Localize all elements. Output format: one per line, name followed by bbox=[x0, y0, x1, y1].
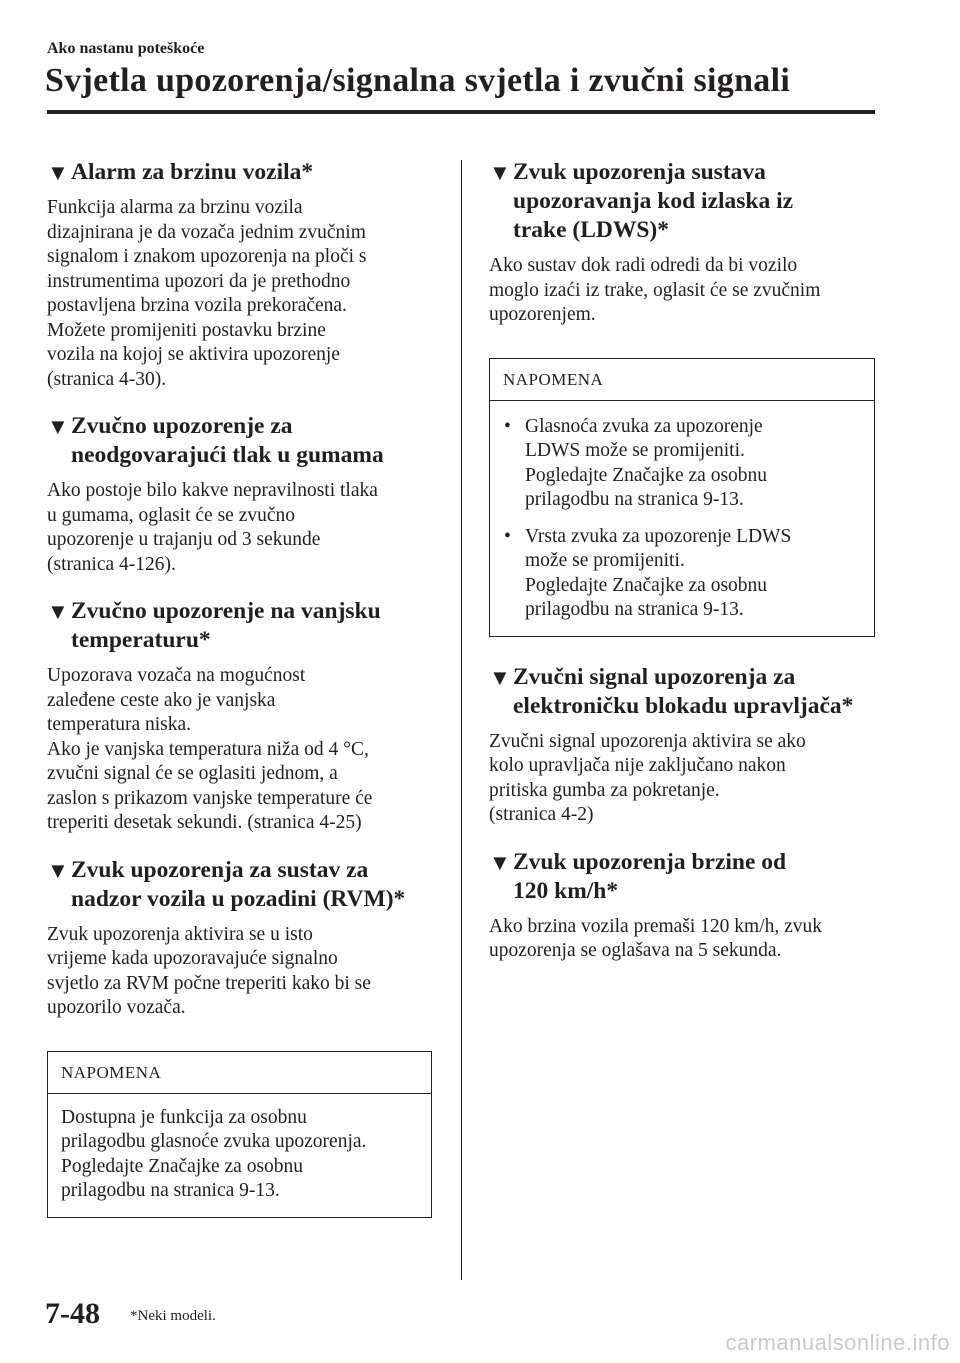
body-line: svjetlo za RVM počne treperiti kako bi se bbox=[47, 972, 371, 994]
body-line: upozorenjem. bbox=[489, 304, 596, 325]
note-body bbox=[490, 401, 874, 636]
note-box bbox=[489, 358, 875, 637]
title-rule bbox=[47, 110, 875, 114]
heading-line: nadzor vozila u pozadini (RVM)* bbox=[71, 885, 406, 912]
heading-line: temperaturu* bbox=[71, 627, 211, 653]
breadcrumb: Ako nastanu poteškoće bbox=[47, 40, 205, 57]
triangle-marker-icon: ▼ bbox=[47, 857, 69, 883]
body-line: moglo izaći iz trake, oglasit će se zvučnim bbox=[489, 279, 821, 301]
section-body bbox=[47, 479, 432, 577]
body-line: Ako postoje bilo kakve nepravilnosti tlaka bbox=[47, 480, 378, 501]
heading-line: 120 km/h* bbox=[513, 877, 619, 904]
heading-line: Zvuk upozorenja sustava bbox=[513, 159, 766, 185]
body-line: upozorilo vozača. bbox=[47, 997, 186, 1018]
note-list-item bbox=[503, 525, 861, 623]
body-line: signalom i znakom upozorenja na ploči s bbox=[47, 246, 367, 267]
section-steering-lock bbox=[489, 663, 875, 828]
note-list-item bbox=[503, 415, 861, 513]
body-line: zaleđene ceste ako je vanjska bbox=[47, 689, 276, 711]
note-line: Pogledajte Značajke za osobnu bbox=[525, 464, 768, 486]
section-heading bbox=[47, 856, 432, 914]
section-heading bbox=[47, 597, 432, 655]
note-line: prilagodbu glasnoće zvuka upozorenja. bbox=[61, 1131, 367, 1152]
section-heading bbox=[47, 158, 432, 187]
body-line: Zvučni signal upozorenja aktivira se ako bbox=[489, 730, 806, 752]
note-line: Dostupna je funkcija za osobnu bbox=[61, 1106, 307, 1128]
heading-text bbox=[513, 848, 786, 906]
section-heading bbox=[489, 848, 875, 906]
body-line: u gumama, oglasit će se zvučno bbox=[47, 504, 296, 526]
body-line: Možete promijeniti postavku brzine bbox=[47, 319, 326, 341]
body-line: instrumentima upozori da je prethodno bbox=[47, 270, 351, 292]
triangle-marker-icon: ▼ bbox=[489, 849, 511, 875]
footnote: *Neki modeli. bbox=[130, 1308, 216, 1324]
triangle-marker-icon: ▼ bbox=[489, 664, 511, 690]
heading-line: upozoravanja kod izlaska iz bbox=[513, 188, 794, 214]
body-line: treperiti desetak sekundi. (stranica 4-25) bbox=[47, 812, 362, 833]
watermark[interactable]: carmanualsonline.info bbox=[725, 1330, 950, 1355]
body-line: upozorenja se oglašava na 5 sekunda. bbox=[489, 940, 782, 961]
section-tyre-pressure bbox=[47, 412, 432, 577]
note-label: NAPOMENA bbox=[48, 1052, 431, 1094]
body-line: zaslon s prikazom vanjske temperature će bbox=[47, 787, 373, 809]
section-body bbox=[47, 196, 432, 392]
section-body bbox=[489, 915, 875, 964]
page-number: 7-48 bbox=[45, 1297, 100, 1330]
section-heading bbox=[489, 663, 875, 721]
heading-line: Zvučni signal upozorenja za bbox=[513, 663, 796, 690]
body-line: temperatura niska. bbox=[47, 714, 192, 735]
triangle-marker-icon: ▼ bbox=[47, 599, 69, 624]
column-divider bbox=[461, 160, 462, 1280]
section-heading bbox=[489, 158, 875, 245]
left-column bbox=[47, 158, 432, 1218]
heading-line: elektroničku blokadu upravljača* bbox=[513, 692, 854, 719]
body-line: Funkcija alarma za brzinu vozila bbox=[47, 197, 303, 218]
body-line: (stranica 4-2) bbox=[489, 804, 594, 825]
heading-line: trake (LDWS)* bbox=[513, 217, 669, 243]
heading-line: Zvučno upozorenje za bbox=[71, 413, 293, 439]
note-body bbox=[48, 1094, 431, 1217]
body-line: Ako je vanjska temperatura niža od 4 °C, bbox=[47, 738, 369, 760]
section-rvm bbox=[47, 856, 432, 1021]
body-line: (stranica 4-126). bbox=[47, 553, 176, 575]
note-line: prilagodbu na stranica 9-13. bbox=[525, 489, 744, 510]
body-line: upozorenje u trajanju od 3 sekunde bbox=[47, 529, 321, 550]
section-ldws bbox=[489, 158, 875, 328]
heading-line: Zvuk upozorenja brzine od bbox=[513, 848, 787, 875]
note-line: Vrsta zvuka za upozorenje LDWS bbox=[525, 525, 792, 547]
note-line: može se promijeniti. bbox=[525, 550, 685, 571]
section-120-kmh bbox=[489, 848, 875, 964]
heading-text bbox=[513, 158, 793, 245]
heading-line: Zvuk upozorenja za sustav za bbox=[71, 856, 369, 883]
body-line: zvučni signal će se oglasiti jednom, a bbox=[47, 763, 338, 784]
note-line: Glasnoća zvuka za upozorenje bbox=[525, 415, 763, 437]
body-line: pritiska gumba za pokretanje. bbox=[489, 779, 720, 801]
triangle-marker-icon: ▼ bbox=[47, 160, 69, 185]
note-line: prilagodbu na stranica 9-13. bbox=[525, 599, 744, 620]
heading-text bbox=[71, 412, 384, 470]
body-line: kolo upravljača nije zaključano nakon bbox=[489, 755, 786, 776]
heading-line: neodgovarajući tlak u gumama bbox=[71, 442, 384, 468]
body-line: Ako sustav dok radi odredi da bi vozilo bbox=[489, 255, 798, 276]
body-line: Upozorava vozača na mogućnost bbox=[47, 665, 306, 686]
body-line: (stranica 4-30). bbox=[47, 368, 167, 390]
note-box bbox=[47, 1051, 432, 1218]
body-line: vrijeme kada upozoravajuće signalno bbox=[47, 948, 338, 969]
page-title: Svjetla upozorenja/signalna svjetla i zvučni signali bbox=[45, 62, 791, 99]
heading-line: Alarm za brzinu vozila* bbox=[71, 159, 314, 185]
note-line: Pogledajte Značajke za osobnu bbox=[525, 574, 768, 596]
section-body bbox=[47, 664, 432, 836]
triangle-marker-icon: ▼ bbox=[489, 160, 511, 185]
note-line: LDWS može se promijeniti. bbox=[525, 440, 745, 461]
right-column bbox=[489, 158, 875, 984]
note-label: NAPOMENA bbox=[490, 359, 874, 401]
note-list bbox=[503, 413, 861, 623]
section-speed-alarm bbox=[47, 158, 432, 392]
bullet-icon: • bbox=[504, 415, 511, 437]
triangle-marker-icon: ▼ bbox=[47, 414, 69, 439]
heading-text bbox=[71, 856, 405, 914]
section-body bbox=[489, 730, 875, 828]
note-line: prilagodbu na stranica 9-13. bbox=[61, 1180, 280, 1201]
note-item-text bbox=[525, 525, 791, 623]
section-heading bbox=[47, 412, 432, 470]
section-body bbox=[47, 923, 432, 1021]
heading-text bbox=[71, 597, 381, 655]
heading-line: Zvučno upozorenje na vanjsku bbox=[71, 598, 381, 624]
body-line: vozila na kojoj se aktivira upozorenje bbox=[47, 344, 340, 365]
body-line: Ako brzina vozila premaši 120 km/h, zvuk bbox=[489, 915, 823, 937]
body-line: postavljena brzina vozila prekoračena. bbox=[47, 295, 347, 316]
note-item-text bbox=[525, 415, 767, 513]
body-line: dizajnirana je da vozača jednim zvučnim bbox=[47, 221, 366, 243]
heading-text bbox=[71, 158, 313, 187]
body-line: Zvuk upozorenja aktivira se u isto bbox=[47, 923, 313, 945]
bullet-icon: • bbox=[504, 525, 511, 547]
section-outside-temperature bbox=[47, 597, 432, 836]
section-body bbox=[489, 254, 875, 328]
note-line: Pogledajte Značajke za osobnu bbox=[61, 1155, 304, 1177]
heading-text bbox=[513, 663, 853, 721]
